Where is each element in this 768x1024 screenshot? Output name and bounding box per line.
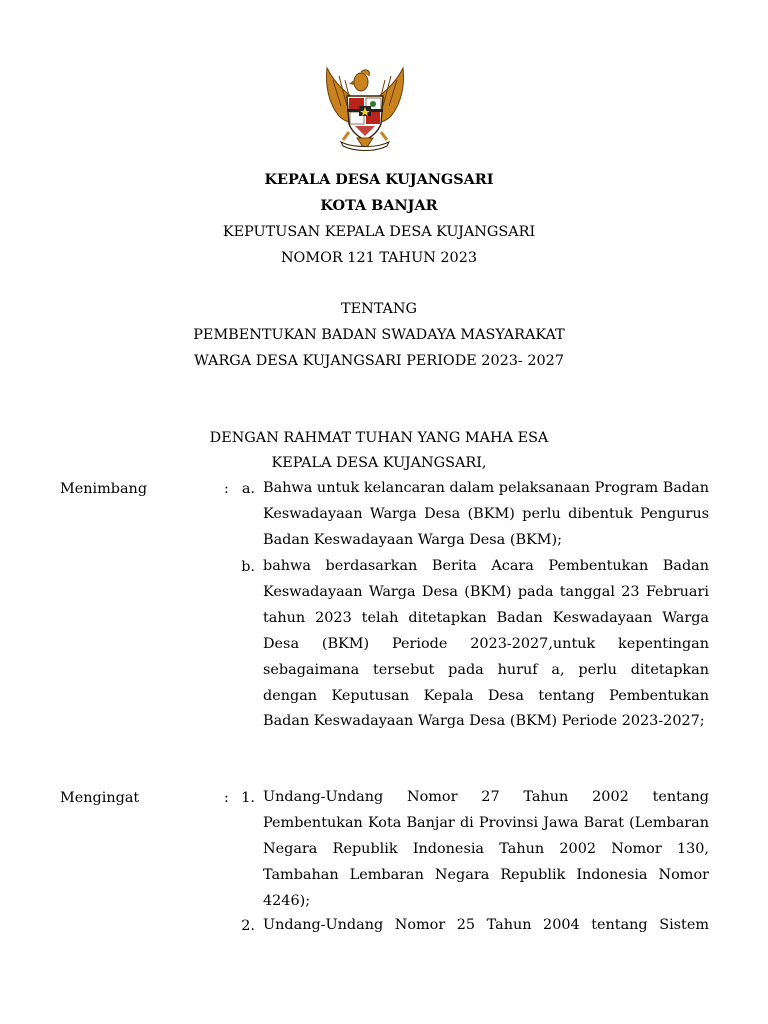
subject-line-1: PEMBENTUKAN BADAN SWADAYA MASYARAKAT — [193, 327, 565, 343]
menimbang-item-b: bahwa berdasarkan Berita Acara Pembentukan Badan Keswadayaan Warga Desa (BKM) pada tanggal 23 Februari tahun 2023 telah ditetapkan Badan Keswadayaan Warga Desa (BKM) Periode 2023-2027,untuk kepentingan sebagaimana tersebut pada huruf a, perlu ditetapkan dengan Keputusan Kepala Desa tentang Pembentukan Badan Keswadayaan Warga Desa (BKM) Periode 2023-2027; — [263, 558, 709, 730]
issuer-title: KEPALA DESA KUJANGSARI — [264, 171, 494, 188]
menimbang-label: Menimbang — [60, 481, 148, 497]
issuer-city: KOTA BANJAR — [320, 197, 438, 214]
mengingat-label: Mengingat — [60, 790, 140, 806]
mengingat-item-1: Undang-Undang Nomor 27 Tahun 2002 tentang Pembentukan Kota Banjar di Provinsi Jawa Barat (Lembaran Negara Republik Indonesia Tahun 2002 Nomor 130, Tambahan Lembaran Negara Republik Indonesia Nomor 4246); — [263, 789, 709, 909]
decree-number: NOMOR 121 TAHUN 2023 — [280, 250, 478, 266]
preamble-line-1: DENGAN RAHMAT TUHAN YANG MAHA ESA — [209, 430, 549, 446]
menimbang-marker-a: a. — [241, 481, 255, 497]
menimbang-colon: : — [224, 481, 229, 497]
decree-title: KEPUTUSAN KEPALA DESA KUJANGSARI — [222, 224, 536, 240]
subject-label: TENTANG — [341, 301, 417, 317]
mengingat-colon: : — [224, 790, 229, 806]
mengingat-marker-2: 2. — [241, 918, 255, 934]
mengingat-item-2: Undang-Undang Nomor 25 Tahun 2004 tentang Sistem — [263, 917, 709, 933]
subject-line-2: WARGA DESA KUJANGSARI PERIODE 2023- 2027 — [193, 353, 564, 369]
garuda-pancasila-emblem-icon — [319, 66, 411, 158]
preamble-line-2: KEPALA DESA KUJANGSARI, — [271, 455, 487, 471]
menimbang-marker-b: b. — [241, 559, 255, 575]
menimbang-item-a: Bahwa untuk kelancaran dalam pelaksanaan Program Badan Keswadayaan Warga Desa (BKM) perlu dibentuk Pengurus Badan Keswadayaan Warga Desa (BKM); — [263, 480, 709, 548]
mengingat-marker-1: 1. — [241, 790, 255, 806]
